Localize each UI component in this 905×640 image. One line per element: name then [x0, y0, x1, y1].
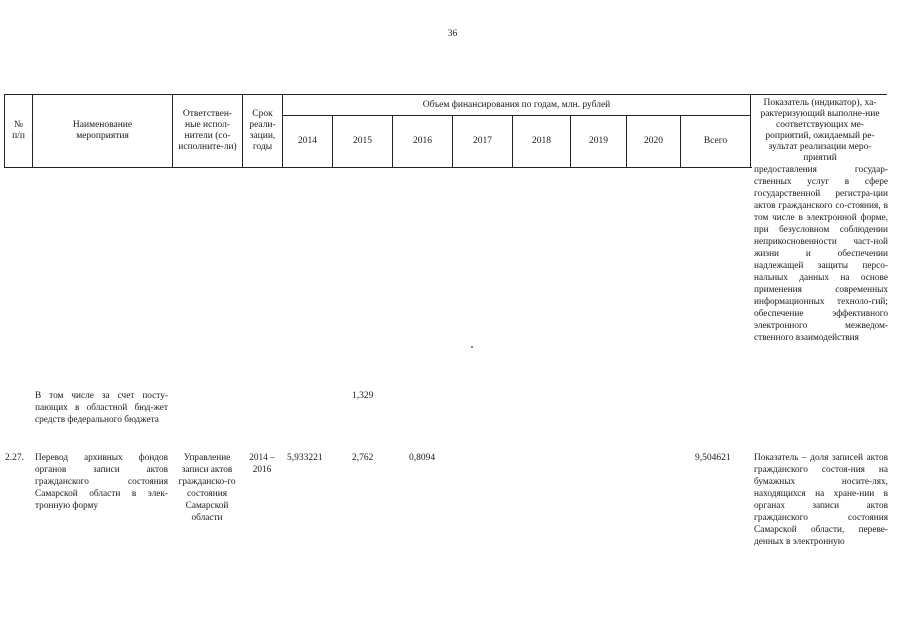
header-year-2020: 2020 — [644, 136, 663, 146]
page-number: 36 — [447, 29, 458, 39]
header-year-2014: 2014 — [298, 136, 317, 146]
row-227-value-2014: 5,933221 — [287, 453, 323, 463]
header-col-indicator: Показатель (индикатор), ха-рактеризующий выполне-ние соответствующих ме-роприятий, ожидаемый ре-зультат реализации меро-приятий — [760, 98, 880, 163]
stray-mark — [471, 346, 473, 348]
header-year-2018: 2018 — [532, 136, 551, 146]
header-bottom-border — [4, 167, 752, 168]
row-227-name: Перевод архивных фондов органов записи актов гражданского состояния Самарской области в элек-тронную форму — [35, 453, 168, 511]
continued-indicator-text: предоставления государ-ственных услуг в сфере государственной регистра-ции актов гражданского со-стояния, в том числе в электронной форме, при безусловном соблюдении неприкосновенности част-ной жизни и обеспечении надлежащей защиты персо-нальных данных на основе применения современных информационных техноло-гий; обеспечение эффективного электронного межведом-ственного взаимодействия — [754, 165, 888, 343]
header-year-2016: 2016 — [413, 136, 432, 146]
row-227-value-2016: 0,8094 — [409, 453, 436, 463]
row-227-number: 2.27. — [5, 453, 24, 463]
header-col-term: Срок реали-зации, годы — [249, 109, 276, 152]
header-year-2015: 2015 — [353, 136, 372, 146]
row-227-indicator: Показатель – доля записей актов гражданского состоя-ния на бумажных носите-лях, находящихся на хране-нии в органах записи актов гражданского состояния Самарской области, переве-денных в электронную — [754, 453, 888, 547]
header-col-total: Всего — [703, 136, 728, 146]
federal-row-value-2015: 1,329 — [352, 391, 374, 401]
header-col-name: Наименование мероприятия — [72, 120, 133, 141]
row-227-term: 2014 – 2016 — [249, 453, 275, 475]
header-year-2019: 2019 — [589, 136, 608, 146]
row-227-value-2015: 2,762 — [352, 453, 374, 463]
row-227-responsible: Управление записи актов гражданско-го состояния Самарской области — [178, 453, 236, 523]
header-year-2017: 2017 — [473, 136, 492, 146]
federal-row-name: В том числе за счет посту-пающих в областной бюд-жет средств федерального бюджета — [35, 391, 168, 425]
row-227-total: 9,504621 — [695, 453, 731, 463]
header-col-funding: Объем финансирования по годам, млн. рублей — [422, 99, 611, 110]
header-col-responsible: Ответствен-ные испол-нители (со-исполните-ли) — [178, 109, 237, 152]
header-col-number: № п/п — [12, 120, 25, 141]
